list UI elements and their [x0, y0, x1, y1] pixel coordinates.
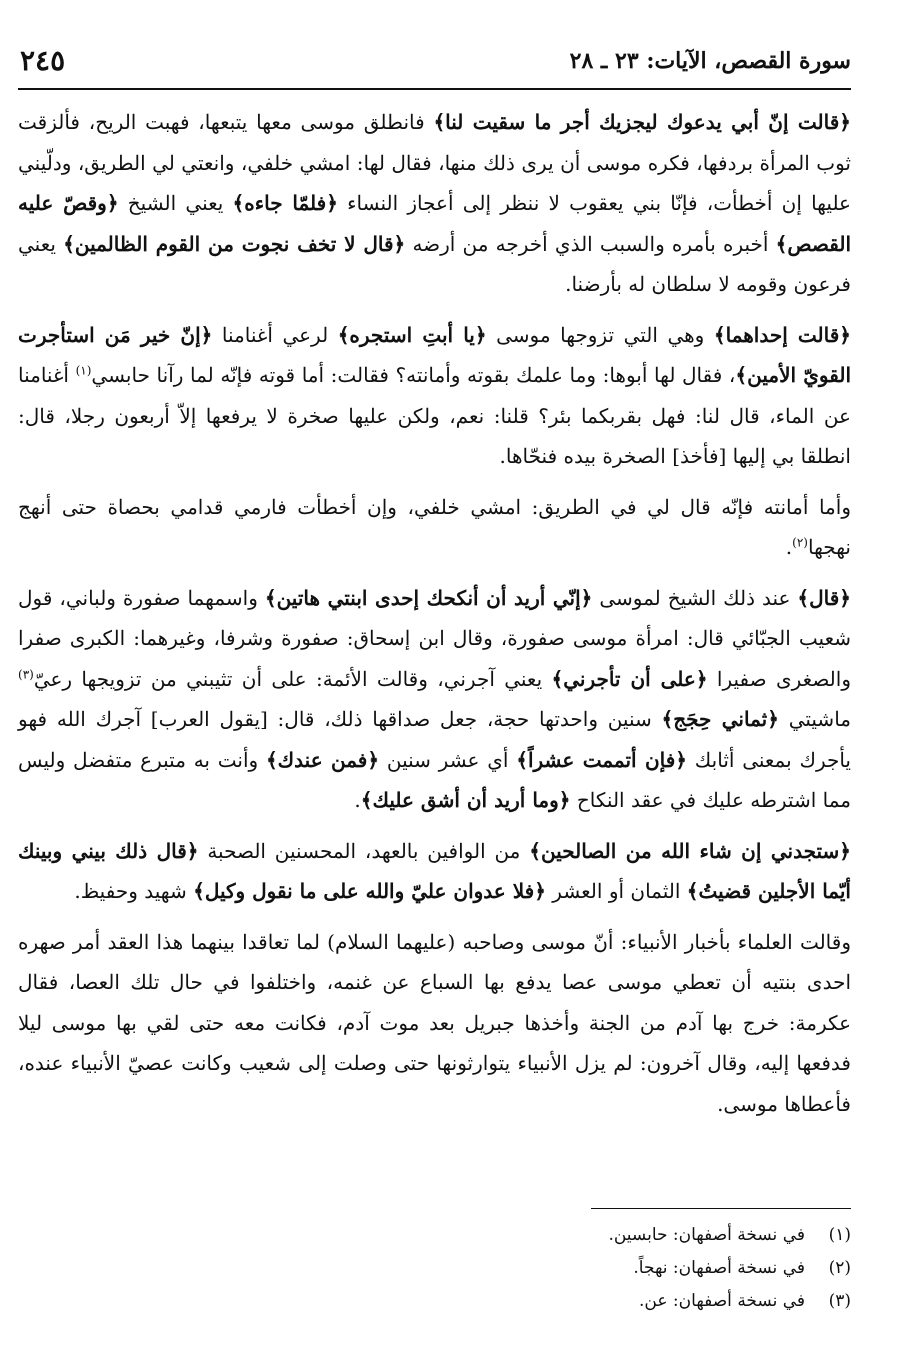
paragraph-1	[18, 102, 851, 305]
commentary-text: سنين واحدتها حجة، جعل صداقها ذلك، قال: [يقول العرب] آجرك الله فهو يأجرك بمعنى أثابك	[18, 707, 852, 772]
commentary-text: وأما أمانته فإنّه قال لي في الطريق: امشي خلفي، وإن أخطأت فارمي قدامي بحصاة حتى أنهج نهجها	[18, 494, 851, 559]
footnote-item	[18, 1285, 851, 1318]
commentary-text: وقالت العلماء بأخبار الأنبياء: أنّ موسى وصاحبه (عليهما السلام) لما تعاقدا بينهما هذا العقد أمر صهره احدى بنتيه أن تعطي موسى عصا يدفع بها السباع عن غنمه، واختلفوا في حال تلك العصا، فقال عكرمة: خرج بها آدم من الجنة وأخذها جبريل بعد موت آدم، فكانت معه حتى لقي بها موسى ليلا فدفعها إليه، وقال آخرون: لم يزل الأنبياء يتوارثونها حتى وصلت إلى شعيب وكانت عصيّ الأنبياء عنده، فأعطاها موسى.	[18, 929, 851, 1116]
paragraph-6	[18, 922, 851, 1125]
quran-quote: ﴿فلمّا جاءه﴾	[232, 191, 338, 215]
commentary-text: يعني الشيخ	[118, 191, 233, 215]
paragraph-3	[18, 487, 851, 568]
quran-quote: ﴿وقصّ عليه القصص﴾	[18, 191, 852, 256]
commentary-text: عند ذلك الشيخ لموسى	[592, 585, 798, 610]
footnote-text: في نسخة أصفهان: حابسين.	[608, 1225, 805, 1245]
footnotes-section	[18, 1208, 851, 1318]
footnote-text: في نسخة أصفهان: نهجاً.	[633, 1258, 805, 1278]
quran-quote: ﴿قالت إحداهما﴾	[713, 322, 852, 347]
quran-quote: ﴿قالت إنّ أبي يدعوك ليجزيك أجر ما سقيت لنا﴾	[433, 110, 851, 134]
commentary-text: من الوافين بالعهد، المحسنين الصحبة	[198, 838, 530, 863]
quran-quote: ﴿إنّي أريد أن أنكحك إحدى ابنتي هاتين﴾	[264, 585, 593, 610]
commentary-text: يعني آجرني، وقالت الأئمة: على أن تثيبني من تزويجها رعيّ	[33, 666, 552, 691]
quran-quote: ﴿فلا عدوان عليّ والله على ما نقول وكيل﴾	[193, 879, 546, 903]
footnote-number: (٢)	[828, 1258, 851, 1278]
quran-quote: ﴿قال﴾	[797, 585, 852, 610]
surah-title: سورة القصص، الآيات: ٢٣ ـ ٢٨	[569, 48, 851, 74]
quran-quote: ﴿وما أريد أن أشق عليك﴾	[360, 788, 571, 812]
commentary-text: فانطلق موسى معها يتبعها، فهبت الريح، فألزقت ثوب المرأة بردفها، فكره موسى أن يرى ذلك منها، فقال لها: امشي خلفي، وانعتي لي الطريق، ودلّيني عليها إن أخطأت، فإنّا بني يعقوب لا ننظر إلى أعجاز النساء	[18, 110, 851, 215]
commentary-text: .	[354, 788, 361, 812]
paragraph-5	[18, 831, 851, 912]
commentary-text: وأنت به متبرع متفضل وليس مما اشترطه عليك في عقد النكاح	[18, 747, 851, 812]
commentary-text: لرعي أغنامنا	[212, 322, 338, 347]
footnote-item	[18, 1219, 851, 1252]
quran-quote: ﴿يا أبتِ استجره﴾	[337, 322, 487, 347]
footnote-divider	[591, 1208, 851, 1209]
footnote-marker: (٢)	[792, 535, 808, 550]
commentary-text: ماشيتي	[778, 707, 851, 731]
footnote-number: (٣)	[828, 1291, 851, 1311]
running-header	[18, 38, 851, 90]
quran-quote: ﴿قال لا تخف نجوت من القوم الظالمين﴾	[63, 231, 406, 256]
footnote-marker: (٣)	[18, 666, 34, 681]
commentary-text: شهيد وحفيظ.	[74, 879, 194, 903]
commentary-text: واسمهما صفورة ولباني، قول شعيب الجبّائي قال: امرأة موسى صفورة، وقال ابن إسحاق: صفورة وشرفا، وغيرهما: الكبرى صفرا والصغرى صفيرا	[18, 585, 852, 691]
quran-quote: ﴿فمن عندك﴾	[265, 747, 380, 772]
quran-quote: ﴿فإن أتممت عشراً﴾	[516, 747, 688, 772]
commentary-text: الثمان أو العشر	[545, 879, 687, 903]
commentary-text: أي عشر سنين	[379, 747, 517, 772]
commentary-text: أخبره بأمره والسبب الذي أخرجه من أرضه	[405, 231, 776, 256]
page-number: ٢٤٥	[20, 44, 66, 77]
paragraph-4	[18, 578, 851, 821]
quran-quote: ﴿ستجدني إن شاء الله من الصالحين﴾	[529, 838, 852, 863]
paragraph-2	[18, 315, 851, 477]
quran-quote: ﴿على أن تأجرني﴾	[551, 666, 708, 691]
footnote-number: (١)	[828, 1225, 851, 1245]
commentary-text: أغنامنا عن الماء، قال لنا: فهل بقربكما بئر؟ قلنا: نعم، ولكن عليها صخرة لا يرفعها إلاّ أربعون رجلا، قال: انطلقا بي إليها [فأخذ] الصخرة بيده فنحّاها.	[18, 363, 851, 468]
commentary-text: يعني فرعون وقومه لا سلطان له بأرضنا.	[18, 231, 851, 296]
commentary-text: وهي التي تزوجها موسى	[486, 322, 714, 347]
main-text	[18, 102, 851, 1134]
quran-quote: ﴿ثماني حِجَج﴾	[661, 707, 779, 731]
commentary-text: .	[785, 535, 793, 559]
quran-quote: ﴿قال ذلك بيني وبينك أيّما الأجلين قضيتُ﴾	[18, 838, 851, 903]
footnote-marker: (١)	[75, 363, 92, 378]
footnote-item	[18, 1252, 851, 1285]
commentary-text: ، فقال لها أبوها: وما علمك بقوته وأمانته؟ فقالت: أما قوته فإنّه لما رآنا حابسي	[91, 363, 736, 387]
quran-quote: ﴿إنّ خير مَن استأجرت القويّ الأمين﴾	[18, 322, 852, 387]
footnote-text: في نسخة أصفهان: عن.	[639, 1291, 805, 1311]
